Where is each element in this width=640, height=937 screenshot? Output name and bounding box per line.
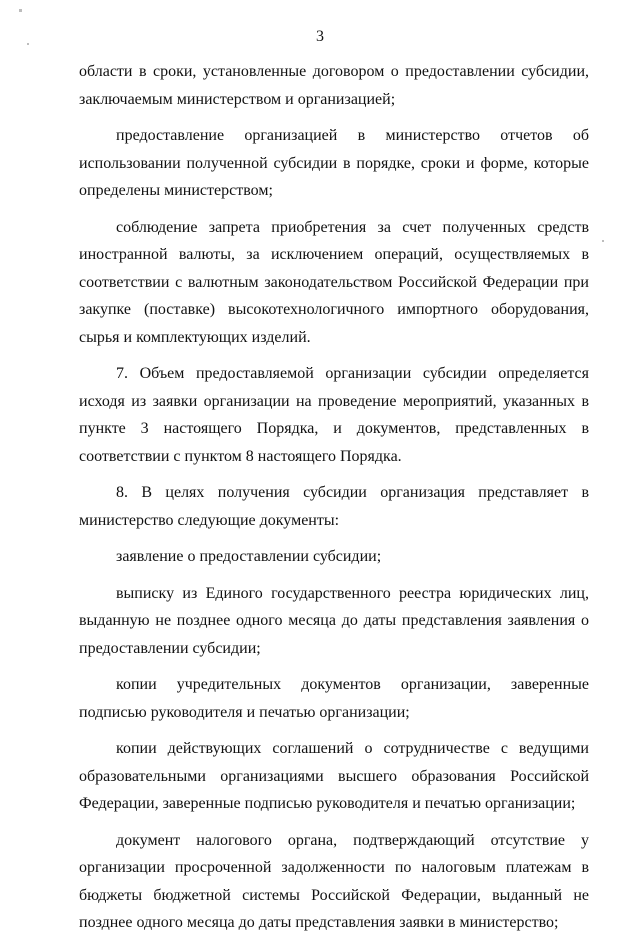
paragraph-cooperation-agreements: копии действующих соглашений о сотрудничестве с ведущими образовательными организациями высшего образования Российской Федерации, заверенные подписью руководителя и печатью организации; [79,740,589,812]
paragraph-founding-documents: копии учредительных документов организации, заверенные подписью руководителя и печатью организации; [79,676,589,721]
document-body [79,58,589,937]
paragraph-application: заявление о предоставлении субсидии; [116,548,382,565]
paragraph-reports: предоставление организацией в министерство отчетов об использовании полученной субсидии в порядке, сроки и форме, которые определены министерством; [79,127,589,199]
page-number: 3 [316,28,324,45]
scan-mark [602,240,604,242]
scan-mark [27,43,29,45]
paragraph-item-7: 7. Объем предоставляемой организации субсидии определяется исходя из заявки организации на проведение мероприятий, указанных в пункте 3 настоящего Порядка, и документов, представленных в соответствии с пунктом 8 настоящего Порядка. [79,365,589,465]
paragraph-currency-ban: соблюдение запрета приобретения за счет полученных средств иностранной валюты, за исключением операций, осуществляемых в соответствии с валютным законодательством Российской Федерации при закупке (поставке) высокотехнологичного импортного оборудования, сырья и комплектующих изделий. [79,218,589,346]
scan-mark [19,9,22,12]
paragraph-registry-extract: выписку из Единого государственного реестра юридических лиц, выданную не позднее одного месяца до даты представления заявления о предоставлении субсидии; [79,584,589,657]
paragraph-tax-document: документ налогового органа, подтверждающий отсутствие у организации просроченной задолженности по налоговым платежам в бюджеты бюджетной системы Российской Федерации, выданный не позднее одного месяца до даты представления заявки в министерство; [79,831,589,931]
paragraph-item-8: 8. В целях получения субсидии организация представляет в министерство следующие документы: [79,484,589,529]
paragraph-continuation: области в сроки, установленные договором о предоставлении субсидии, заключаемым министерством и организацией; [79,63,589,108]
